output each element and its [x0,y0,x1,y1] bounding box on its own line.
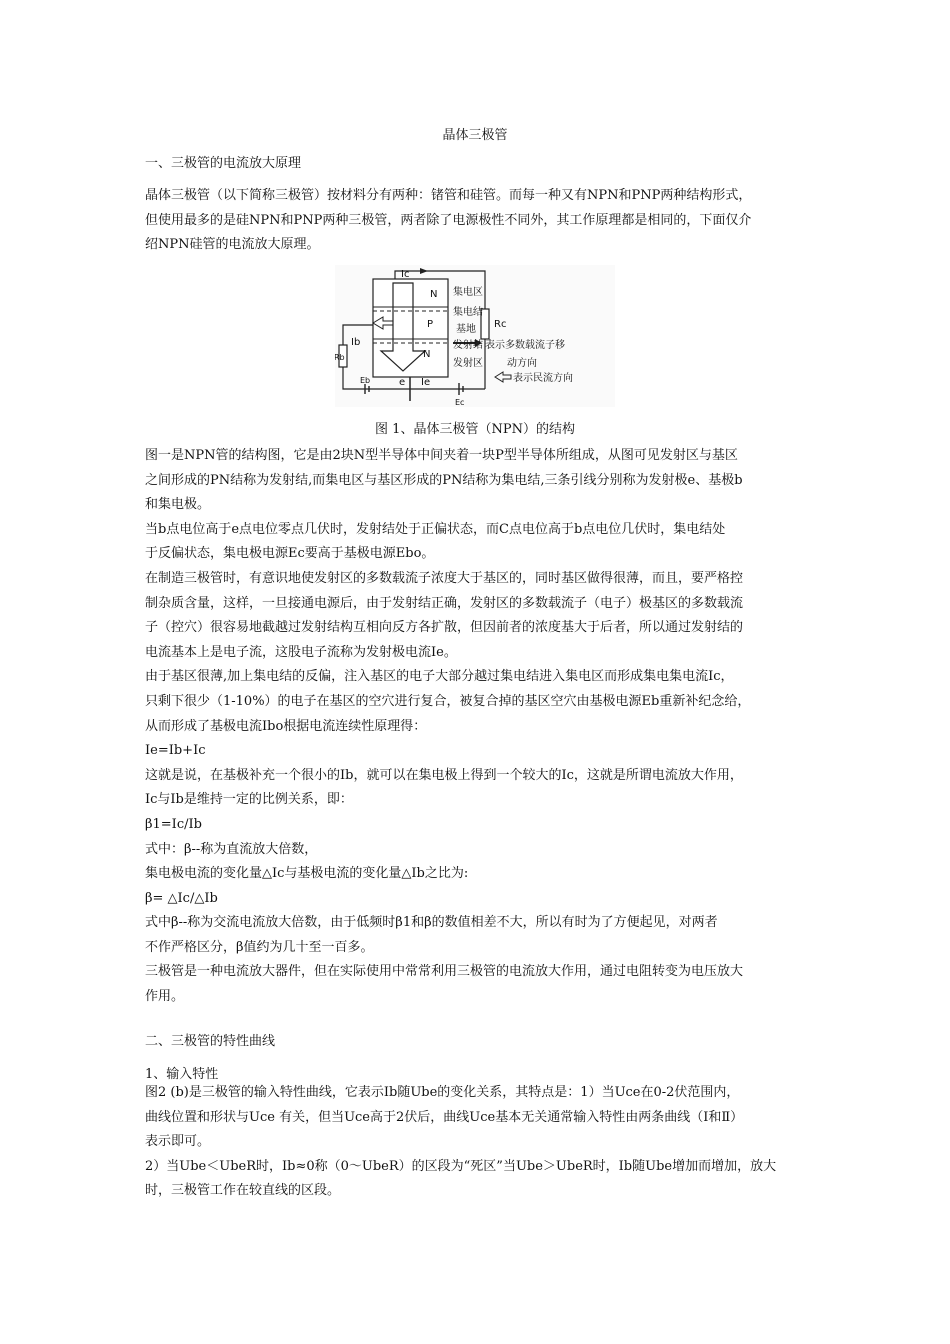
text-line: 2）当Ube＜UbeR时，Ib≈0称（0～UbeR）的区段为“死区”当Ube＞UbeR时，Ib随Ube增加而增加，放大 [145,1158,777,1174]
text-line: 式中β--称为交流电流放大倍数，由于低频时β1和β的数值相差不大，所以有时为了方便起见，对两者 [145,915,718,931]
main-body [145,444,810,1010]
label-ie: Ie [421,377,431,388]
text-line: 图2 (b)是三极管的输入特性曲线，它表示Ib随Ube的变化关系，其特点是：1）当Uce在0-2伏范围内， [145,1085,740,1100]
text-line: 子（控穴）很容易地截越过发射结构互相向反方各扩散，但因前者的浓度基大于后者，所以通过发射结的 [145,620,744,636]
label-e: e [399,377,406,388]
formula: β1=Ic/Ib [145,816,202,832]
label-collector-region: 集电区 [453,287,483,298]
label-rb: Rb [335,353,345,362]
label-collector-junction: 集电结 [453,307,483,318]
text-line: 从而形成了基极电流Ibo根据电流连续性原理得： [145,718,427,734]
text-line: 但使用最多的是硅NPN和PNP两种三极管，两者除了电源极性不同外，其工作原理都是相同的，下面仅介 [145,212,752,228]
input-characteristics-body [145,1081,810,1204]
label-p: P [427,319,434,330]
npn-structure-figure [335,265,615,407]
label-n-top: N [430,289,438,300]
label-ib: Ib [351,337,361,348]
label-emitter-junction: 发射结 [453,340,483,351]
section-heading-1: 一、三极管的电流放大原理 [145,156,302,171]
label-ec: Ec [455,398,465,407]
label-rc: Rc [494,319,507,330]
text-line: 在制造三极管时，有意识地使发射区的多数载流子浓度大于基区的，同时基区做得很薄，而且，要严格控 [145,570,744,586]
formula: β= △Ic/△Ib [145,890,218,906]
label-emitter-region: 发射区 [453,358,483,369]
text-line: 图一是NPN管的结构图，它是由2块N型半导体中间夹着一块P型半导体所组成，从图可见发射区与基区 [145,448,738,463]
text-line: 只剩下很少（1-10%）的电子在基区的空穴进行复合，被复合掉的基区空穴由基极电源Eb重新补纪念给， [145,693,751,709]
intro-paragraph [145,184,810,258]
legend-current-direction: 表示民流方向 [513,373,573,384]
text-line: 和集电极。 [145,497,211,513]
text-line: 曲线位置和形状与Uce 有关，但当Uce高于2伏后，曲线Uce基本无关通常输入特性由两条曲线（Ⅰ和Ⅱ） [145,1109,744,1125]
text-line: 制杂质含量，这样，一旦接通电源后，由于发射结正确，发射区的多数载流子（电子）极基区的多数载流 [145,595,744,611]
text-line: 当b点电位高于e点电位零点几伏时，发射结处于正偏状态，而C点电位高于b点电位几伏时，集电结处 [145,521,726,537]
text-line: 不作严格区分，β值约为几十至一百多。 [145,939,374,955]
text-line: 晶体三极管（以下简称三极管）按材料分有两种：锗管和硅管。而每一种又有NPN和PNP两种结构形式， [145,188,752,203]
text-line: 时，三极管工作在较直线的区段。 [145,1183,341,1199]
text-line: 作用。 [145,989,185,1005]
formula: Ie=Ib+Ic [145,743,206,759]
page-title: 晶体三极管 [442,128,508,143]
text-line: 表示即可。 [145,1134,211,1150]
legend-electron-flow-2: 动方向 [507,358,537,369]
legend-electron-flow: 表示多数载流子移 [485,340,565,351]
subsection-heading-1: 1、输入特性 [145,1067,219,1082]
text-line: 三极管是一种电流放大器件，但在实际使用中常常利用三极管的电流放大作用，通过电阻转变为电压放大 [145,964,744,980]
text-line: Ic与Ib是维持一定的比例关系，即： [145,792,353,808]
label-eb: Eb [360,376,371,385]
label-base: 基地 [456,324,476,335]
npn-diagram [335,265,615,407]
text-line: 于反偏状态，集电极电源Ec要高于基极电源Ebo。 [145,546,435,562]
label-n-bottom: N [423,349,431,360]
label-ic: Ic [401,269,410,280]
text-line: 电流基本上是电子流，这股电子流称为发射极电流Ie。 [145,644,457,660]
text-line: 由于基区很薄,加上集电结的反偏，注入基区的电子大部分越过集电结进入集电区而形成集电集电流Ic， [145,669,734,685]
figure-caption: 图 1、晶体三极管（NPN）的结构 [375,422,575,437]
text-line: 之间形成的PN结称为发射结,而集电区与基区形成的PN结称为集电结,三条引线分别称为发射极e、基极b [145,472,743,488]
section-heading-2: 二、三极管的特性曲线 [145,1034,276,1049]
text-line: 这就是说，在基极补充一个很小的Ib，就可以在集电极上得到一个较大的Ic，这就是所谓电流放大作用， [145,767,743,783]
text-line: 式中：β--称为直流放大倍数， [145,841,318,857]
text-line: 集电极电流的变化量△Ic与基极电流的变化量△Ib之比为: [145,866,469,882]
text-line: 绍NPN硅管的电流放大原理。 [145,237,320,253]
